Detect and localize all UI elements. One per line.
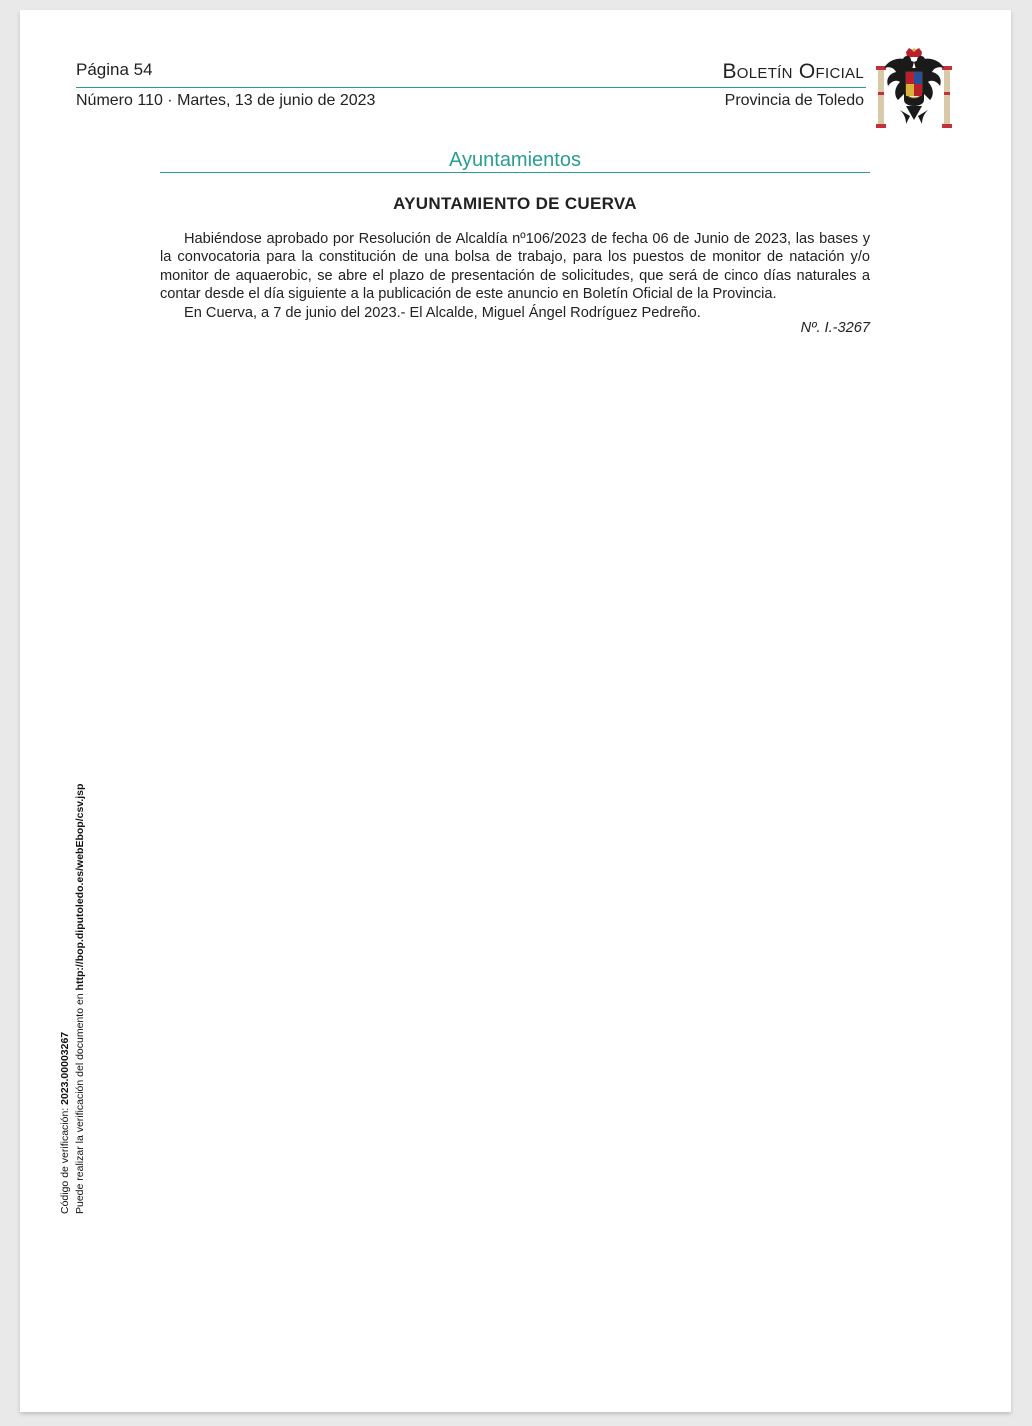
page-number: Página 54 [76, 60, 153, 79]
body-paragraph: Habiéndose aprobado por Resolución de Alcaldía nº106/2023 de fecha 06 de Junio de 2023, las bases y la convocatoria para la constitución de una bolsa de trabajo, para los puestos de monitor de natación y/o monitor de aquaerobic, se abre el plazo de presentación de solicitudes, que será de cinco días naturales a contar desde el día siguiente a la publicación de este anuncio en Boletín Oficial de la Provincia. [160, 231, 870, 303]
bulletin-title: Boletín Oficial [722, 60, 864, 83]
issue-line: Número 110 · Martes, 13 de junio de 2023 [76, 92, 376, 109]
verification-sidebar [58, 734, 88, 1214]
verification-code-line [58, 734, 73, 1214]
coat-of-arms-icon [876, 48, 952, 130]
bulletin-page [20, 10, 1011, 1412]
province-name: Provincia de Toledo [724, 92, 864, 109]
verification-url-prefix: Puede realizar la verificación del documento en [74, 990, 86, 1214]
document-title: AYUNTAMIENTO DE CUERVA [393, 194, 637, 213]
announcement-reference: Nº. I.-3267 [800, 320, 870, 336]
verification-code-value: 2023.00003267 [59, 1031, 71, 1105]
verification-code-label: Código de verificación: [59, 1104, 71, 1214]
header-divider [76, 87, 866, 88]
verification-url-link[interactable]: http://bop.diputoledo.es/webEbop/csv.jsp [74, 783, 86, 991]
verification-url-line [73, 734, 88, 1214]
section-title: Ayuntamientos [449, 149, 581, 171]
document-body [160, 230, 870, 322]
section-divider [160, 172, 870, 173]
signature-paragraph: En Cuerva, a 7 de junio del 2023.- El Alcalde, Miguel Ángel Rodríguez Pedreño. [184, 304, 701, 321]
